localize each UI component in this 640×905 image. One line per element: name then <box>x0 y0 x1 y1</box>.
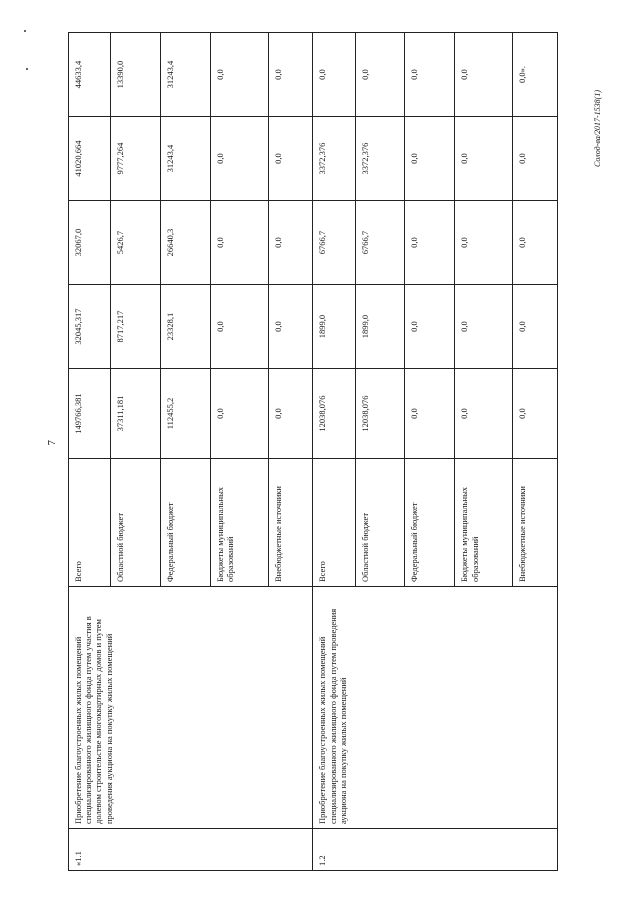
amount-cell: 0,0 <box>268 369 313 459</box>
funding-source: Бюджеты муниципальных образований <box>210 459 268 587</box>
amount-cell: 12038,076 <box>313 369 355 459</box>
amount-cell: 32045,317 <box>69 285 111 369</box>
amount-cell: 0,0 <box>210 33 268 117</box>
amount-cell: 0,0 <box>268 201 313 285</box>
amount-cell: 44633,4 <box>69 33 111 117</box>
funding-source: Внебюджетные источники <box>513 459 558 587</box>
measure-name: Приобретение благоустроенных жилых помещений специализированного жилищного фонда путем проведения аукциона на покупку жилых помещений <box>313 587 558 829</box>
amount-cell: 26640,3 <box>161 201 211 285</box>
amount-cell: 5426,7 <box>111 201 161 285</box>
amount-cell: 1899,0 <box>313 285 355 369</box>
scan-speck <box>24 30 26 32</box>
amount-cell: 41020,664 <box>69 117 111 201</box>
amount-cell: 0,0 <box>513 369 558 459</box>
amount-cell: 31243,4 <box>161 117 211 201</box>
page-number: 7 <box>46 440 58 446</box>
amount-cell: 3372,376 <box>313 117 355 201</box>
amount-cell: 0,0 <box>405 285 455 369</box>
document-code: Солод-ва/2017-1538(1) <box>593 90 602 168</box>
table-row <box>313 33 355 871</box>
amount-cell: 23328,1 <box>161 285 211 369</box>
amount-cell: 149766,381 <box>69 369 111 459</box>
amount-cell: 0,0 <box>355 33 405 117</box>
amount-cell: 1899,0 <box>355 285 405 369</box>
amount-cell: 0,0 <box>405 33 455 117</box>
table-row <box>69 33 111 871</box>
amount-cell: 0,0 <box>210 201 268 285</box>
funding-source: Всего <box>69 459 111 587</box>
amount-cell: 8717,217 <box>111 285 161 369</box>
row-number: 1.2 <box>313 829 558 871</box>
amount-cell: 0,0 <box>268 285 313 369</box>
measure-name: Приобретение благоустроенных жилых помещений специализированного жилищного фонда путем участия в долевом строительстве многоквартирных домов и путем проведения аукциона на покупку жилых помещений <box>69 587 313 829</box>
amount-cell: 0,0 <box>210 117 268 201</box>
amount-cell: 112455,2 <box>161 369 211 459</box>
amount-cell: 0,0 <box>513 117 558 201</box>
amount-cell: 0,0 <box>210 285 268 369</box>
amount-cell: 31243,4 <box>161 33 211 117</box>
amount-cell: 6766,7 <box>313 201 355 285</box>
funding-source: Федеральный бюджет <box>161 459 211 587</box>
amount-cell: 37311,181 <box>111 369 161 459</box>
amount-cell: 32067,0 <box>69 201 111 285</box>
amount-cell: 12038,076 <box>355 369 405 459</box>
amount-cell: 6766,7 <box>355 201 405 285</box>
amount-cell: 0,0 <box>455 369 513 459</box>
funding-source: Областной бюджет <box>111 459 161 587</box>
amount-cell: 0,0 <box>268 33 313 117</box>
amount-cell: 0,0 <box>455 117 513 201</box>
amount-cell: 0,0 <box>405 201 455 285</box>
funding-table <box>68 32 558 871</box>
amount-cell: 0,0 <box>268 117 313 201</box>
amount-cell: 0,0 <box>405 369 455 459</box>
amount-cell: 0,0 <box>455 33 513 117</box>
amount-cell: 3372,376 <box>355 117 405 201</box>
scan-speck <box>26 68 28 70</box>
funding-source: Внебюджетные источники <box>268 459 313 587</box>
funding-source: Всего <box>313 459 355 587</box>
amount-cell: 13390,0 <box>111 33 161 117</box>
amount-cell: 0,0». <box>513 33 558 117</box>
amount-cell: 0,0 <box>210 369 268 459</box>
amount-cell: 9777,264 <box>111 117 161 201</box>
amount-cell: 0,0 <box>455 201 513 285</box>
amount-cell: 0,0 <box>313 33 355 117</box>
amount-cell: 0,0 <box>513 285 558 369</box>
amount-cell: 0,0 <box>405 117 455 201</box>
funding-source: Областной бюджет <box>355 459 405 587</box>
funding-source: Федеральный бюджет <box>405 459 455 587</box>
amount-cell: 0,0 <box>455 285 513 369</box>
funding-source: Бюджеты муниципальных образований <box>455 459 513 587</box>
row-number: «1.1 <box>69 829 313 871</box>
amount-cell: 0,0 <box>513 201 558 285</box>
